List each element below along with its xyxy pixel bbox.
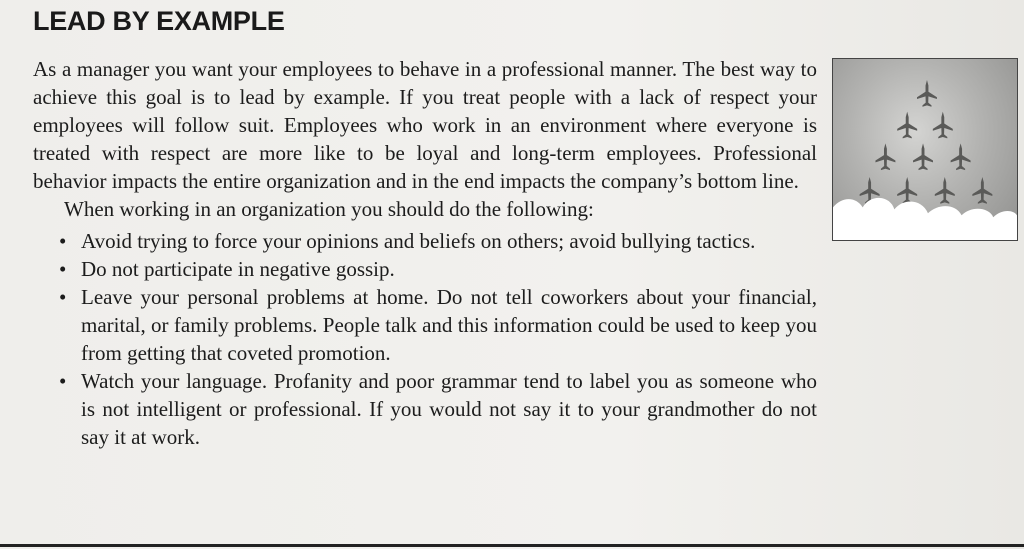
bullet-dot: •: [59, 257, 67, 281]
section-body: [33, 55, 817, 451]
jet-formation-illustration: [832, 58, 1018, 241]
list-item-text: Watch your language. Profanity and poor grammar tend to label you as someone who is not intelligent or professional. If you would not say it to your grandmother do not say it at work.: [81, 369, 817, 449]
page-bottom-rule: [0, 544, 1024, 547]
jet-row-3: [875, 143, 970, 170]
bullet-dot: •: [59, 285, 67, 309]
list-item-text: Avoid trying to force your opinions and beliefs on others; avoid bullying tactics.: [81, 229, 756, 253]
list-item: [59, 283, 817, 367]
bullet-dot: •: [59, 369, 67, 393]
list-item: [59, 255, 817, 283]
list-item: [59, 227, 817, 255]
jet-row-1: [917, 80, 937, 107]
section-heading: LEAD BY EXAMPLE: [33, 6, 285, 36]
list-item-text: Leave your personal problems at home. Do not tell coworkers about your financial, marital, or family problems. People talk and this information could be used to keep you from getting that coveted promotion.: [81, 285, 817, 365]
jet-formation-icon: [833, 59, 1017, 240]
intro-paragraph: As a manager you want your employees to behave in a professional manner. The best way to achieve this goal is to lead by example. If you treat people with a lack of respect your employees will follow suit. Employees who work in an environment where everyone is treated with respect are more like to be loyal and long-term employees. Professional behavior impacts the entire organization and in the end impacts the company’s bottom line.: [33, 57, 817, 193]
list-item-text: Do not participate in negative gossip.: [81, 257, 395, 281]
jet-row-2: [897, 112, 953, 139]
cloud-bank: [833, 198, 1017, 240]
lead-in-paragraph: When working in an organization you should do the following:: [64, 197, 594, 221]
list-item: [59, 367, 817, 451]
bullet-dot: •: [59, 229, 67, 253]
bullet-list: [33, 227, 817, 451]
